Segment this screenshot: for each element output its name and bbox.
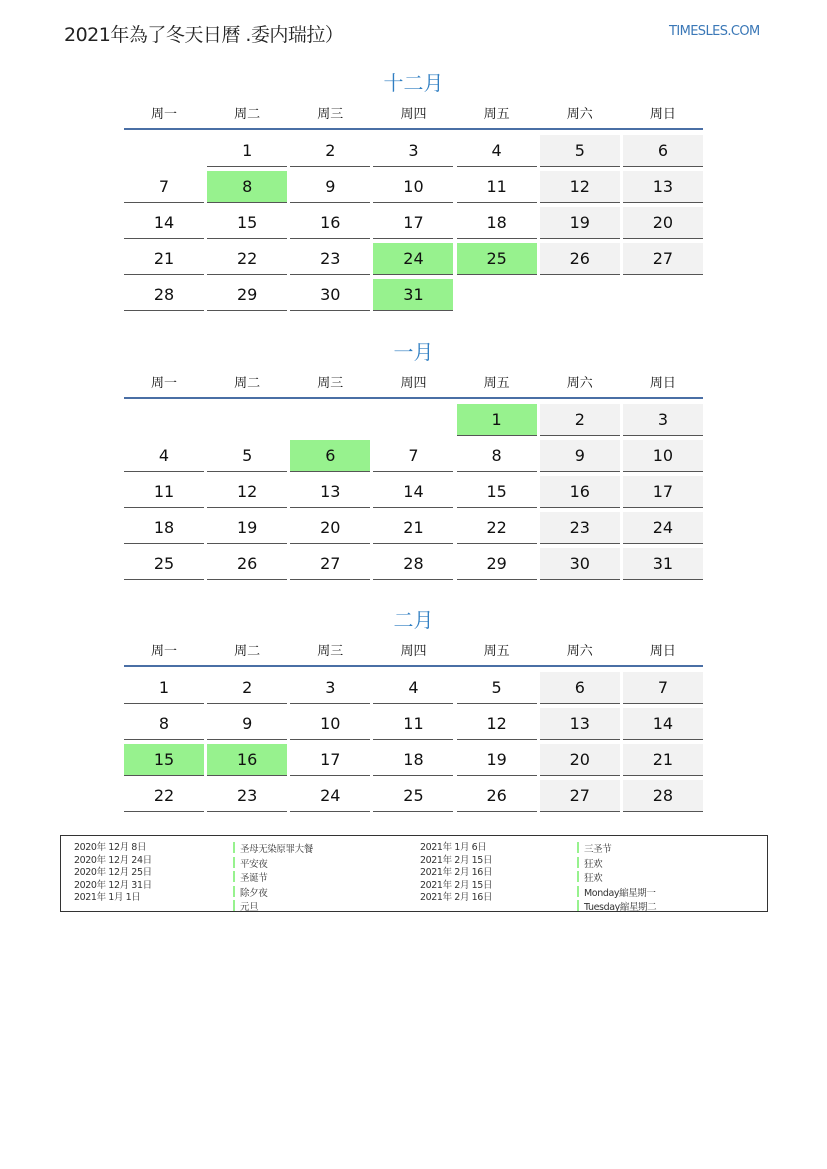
legend-text: 除夕夜 (240, 887, 268, 899)
legend-holiday-name (233, 900, 313, 915)
month-february (124, 605, 703, 812)
day-cell: 28 (373, 548, 453, 580)
weekday-header (124, 106, 703, 130)
month-title: 一月 (393, 340, 434, 364)
day-cell: 11 (373, 708, 453, 740)
weekend-day-cell: 16 (540, 476, 620, 508)
site-link[interactable]: TIMESLES.COM (669, 24, 760, 39)
holiday-color-marker (577, 886, 579, 897)
day-cell: 25 (124, 548, 204, 580)
weekday-label: 周六 (566, 644, 593, 659)
legend-dates-left (74, 842, 152, 905)
legend-text: 元旦 (240, 902, 259, 914)
holiday-day-cell: 25 (457, 243, 537, 275)
legend-text: 2020年 12月 8日 (74, 842, 147, 853)
weekday-label: 周二 (234, 376, 261, 391)
day-grid (124, 404, 703, 580)
holiday-color-marker (233, 871, 235, 882)
day-cell: 8 (124, 708, 204, 740)
weekday-label: 周四 (400, 107, 427, 122)
legend-dates-right (420, 842, 492, 905)
holiday-color-marker (233, 886, 235, 897)
legend-text: 狂欢 (584, 873, 603, 885)
weekday-label: 周一 (150, 644, 177, 659)
weekend-day-cell: 2 (540, 404, 620, 436)
weekend-day-cell: 13 (540, 708, 620, 740)
legend-text: 圣母无染原罪大餐 (240, 844, 313, 855)
weekend-day-cell: 30 (540, 548, 620, 580)
legend-holiday-name (233, 871, 313, 886)
day-cell: 24 (290, 780, 370, 812)
day-cell: 17 (290, 744, 370, 776)
weekday-label: 周日 (649, 376, 676, 391)
weekday-label: 周四 (400, 644, 427, 659)
legend-date (74, 880, 152, 893)
day-cell: 7 (124, 171, 204, 203)
holiday-day-cell: 1 (457, 404, 537, 436)
weekend-day-cell: 21 (623, 744, 703, 776)
day-cell: 11 (457, 171, 537, 203)
holiday-color-marker (577, 900, 579, 911)
weekend-day-cell: 23 (540, 512, 620, 544)
legend-date (74, 842, 152, 855)
legend-text: 2021年 2月 15日 (420, 854, 493, 866)
weekend-day-cell: 3 (623, 404, 703, 436)
weekend-day-cell: 20 (623, 207, 703, 239)
weekend-day-cell: 26 (540, 243, 620, 275)
empty-cell (373, 404, 453, 436)
weekend-day-cell: 24 (623, 512, 703, 544)
day-cell: 30 (290, 279, 370, 311)
day-grid (124, 672, 703, 812)
day-cell: 1 (207, 135, 287, 167)
weekend-day-cell: 14 (623, 708, 703, 740)
legend-date (420, 880, 492, 893)
day-cell: 19 (207, 512, 287, 544)
weekend-day-cell: 19 (540, 207, 620, 239)
day-cell: 18 (373, 744, 453, 776)
day-cell: 3 (373, 135, 453, 167)
legend-text: 2020年 12月 25日 (74, 867, 152, 879)
weekday-header (124, 643, 703, 667)
month-title: 二月 (393, 608, 434, 632)
legend-date (74, 855, 152, 868)
weekday-label: 周四 (400, 376, 427, 391)
day-cell: 12 (207, 476, 287, 508)
weekend-day-cell: 5 (540, 135, 620, 167)
holiday-color-marker (233, 900, 235, 911)
legend-names-left (233, 842, 313, 915)
legend-text: 圣诞节 (240, 873, 268, 885)
weekend-day-cell: 9 (540, 440, 620, 472)
legend-text: 2020年 12月 24日 (74, 854, 152, 866)
weekend-day-cell: 28 (623, 780, 703, 812)
legend-date (74, 867, 152, 880)
weekday-label: 周日 (649, 107, 676, 122)
day-cell: 26 (457, 780, 537, 812)
holiday-color-marker (577, 871, 579, 882)
day-cell: 2 (290, 135, 370, 167)
weekend-day-cell: 7 (623, 672, 703, 704)
month-january (124, 337, 703, 580)
holiday-day-cell: 24 (373, 243, 453, 275)
day-cell: 20 (290, 512, 370, 544)
day-cell: 29 (207, 279, 287, 311)
day-cell: 27 (290, 548, 370, 580)
holiday-color-marker (233, 857, 235, 868)
day-cell: 2 (207, 672, 287, 704)
weekday-header (124, 375, 703, 399)
legend-text: 2020年 12月 31日 (74, 879, 152, 891)
empty-cell (207, 404, 287, 436)
day-cell: 10 (290, 708, 370, 740)
legend-holiday-name (233, 842, 313, 857)
day-cell: 21 (373, 512, 453, 544)
holiday-day-cell: 16 (207, 744, 287, 776)
day-cell: 23 (207, 780, 287, 812)
empty-cell (124, 135, 204, 167)
holiday-color-marker (577, 857, 579, 868)
legend-text: 平安夜 (240, 858, 268, 870)
day-cell: 28 (124, 279, 204, 311)
weekend-day-cell: 6 (623, 135, 703, 167)
day-cell: 9 (290, 171, 370, 203)
day-grid (124, 135, 703, 311)
day-cell: 10 (373, 171, 453, 203)
weekday-label: 周六 (566, 376, 593, 391)
legend-text: 狂欢 (584, 858, 603, 870)
legend-holiday-name (233, 886, 313, 901)
legend-text: 三圣节 (584, 844, 612, 855)
holiday-color-marker (233, 842, 235, 853)
weekend-day-cell: 10 (623, 440, 703, 472)
day-cell: 16 (290, 207, 370, 239)
holiday-day-cell: 6 (290, 440, 370, 472)
weekend-day-cell: 13 (623, 171, 703, 203)
weekday-label: 周五 (483, 644, 510, 659)
day-cell: 11 (124, 476, 204, 508)
day-cell: 5 (207, 440, 287, 472)
day-cell: 21 (124, 243, 204, 275)
weekday-label: 周二 (234, 644, 261, 659)
weekday-label: 周三 (317, 107, 344, 122)
month-december (124, 68, 703, 311)
legend-holiday-name (577, 886, 656, 901)
day-cell: 14 (124, 207, 204, 239)
legend-text: 2021年 2月 16日 (420, 867, 493, 879)
legend-holiday-name (233, 857, 313, 872)
day-cell: 18 (457, 207, 537, 239)
day-cell: 17 (373, 207, 453, 239)
day-cell: 4 (457, 135, 537, 167)
legend-date (420, 842, 492, 855)
holiday-color-marker (577, 842, 579, 853)
weekday-label: 周二 (234, 107, 261, 122)
legend-date (420, 867, 492, 880)
day-cell: 7 (373, 440, 453, 472)
day-cell: 23 (290, 243, 370, 275)
day-cell: 12 (457, 708, 537, 740)
day-cell: 19 (457, 744, 537, 776)
day-cell: 15 (457, 476, 537, 508)
weekend-day-cell: 6 (540, 672, 620, 704)
day-cell: 22 (124, 780, 204, 812)
day-cell: 4 (124, 440, 204, 472)
weekday-label: 周五 (483, 107, 510, 122)
weekend-day-cell: 27 (540, 780, 620, 812)
legend-holiday-name (577, 842, 656, 857)
legend-text: 2021年 1月 6日 (420, 842, 487, 853)
day-cell: 9 (207, 708, 287, 740)
legend-text: 2021年 1月 1日 (74, 892, 141, 904)
legend-text: 2021年 2月 16日 (420, 892, 493, 904)
day-cell: 13 (290, 476, 370, 508)
legend-date (420, 855, 492, 868)
day-cell: 3 (290, 672, 370, 704)
legend-holiday-name (577, 857, 656, 872)
day-cell: 18 (124, 512, 204, 544)
weekday-label: 周五 (483, 376, 510, 391)
weekend-day-cell: 12 (540, 171, 620, 203)
weekend-day-cell: 20 (540, 744, 620, 776)
legend-date (420, 892, 492, 905)
page-title: 2021年為了冬天日曆 .委内瑞拉） (64, 24, 344, 46)
legend-text: Monday縮星期一 (584, 887, 656, 899)
weekend-day-cell: 17 (623, 476, 703, 508)
empty-cell (290, 404, 370, 436)
legend-text: Tuesday縮星期二 (584, 902, 657, 914)
legend-holiday-name (577, 871, 656, 886)
day-cell: 29 (457, 548, 537, 580)
weekend-day-cell: 31 (623, 548, 703, 580)
day-cell: 8 (457, 440, 537, 472)
day-cell: 22 (207, 243, 287, 275)
weekday-label: 周日 (649, 644, 676, 659)
day-cell: 22 (457, 512, 537, 544)
day-cell: 14 (373, 476, 453, 508)
weekday-label: 周三 (317, 644, 344, 659)
day-cell: 15 (207, 207, 287, 239)
legend-date (74, 892, 152, 905)
holiday-legend (60, 835, 768, 912)
weekday-label: 周一 (150, 107, 177, 122)
weekday-label: 周一 (150, 376, 177, 391)
legend-names-right (577, 842, 656, 915)
legend-text: 2021年 2月 15日 (420, 879, 493, 891)
empty-cell (124, 404, 204, 436)
weekday-label: 周六 (566, 107, 593, 122)
day-cell: 5 (457, 672, 537, 704)
month-title: 十二月 (383, 71, 444, 95)
day-cell: 1 (124, 672, 204, 704)
day-cell: 26 (207, 548, 287, 580)
holiday-day-cell: 8 (207, 171, 287, 203)
holiday-day-cell: 31 (373, 279, 453, 311)
day-cell: 4 (373, 672, 453, 704)
legend-holiday-name (577, 900, 656, 915)
weekday-label: 周三 (317, 376, 344, 391)
day-cell: 25 (373, 780, 453, 812)
weekend-day-cell: 27 (623, 243, 703, 275)
holiday-day-cell: 15 (124, 744, 204, 776)
